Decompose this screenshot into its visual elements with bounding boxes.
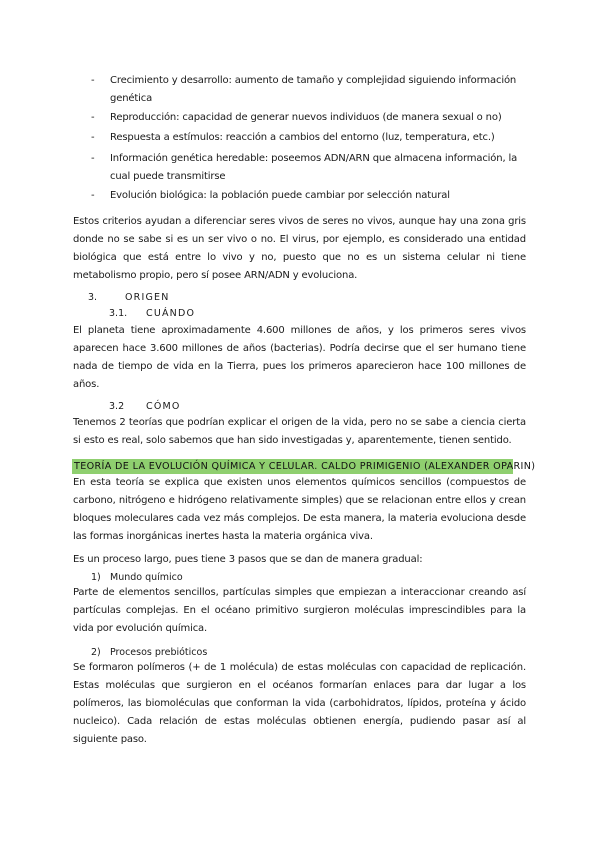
section-number: 3.: [88, 292, 98, 303]
theory-heading-highlight: [72, 459, 536, 474]
step-number: 2): [91, 647, 101, 658]
paragraph-como: Tenemos 2 teorías que podrían explicar el origen de la vida, pero no se sabe a ciencia cierta si esto es real, solo sabemos que han sido investigadas y, aparentemente, tienen sentido.: [73, 417, 526, 446]
subsection-title: CUÁNDO: [146, 308, 196, 319]
list-item-text: Respuesta a estímulos: reacción a cambios del entorno (luz, temperatura, etc.): [110, 132, 495, 143]
bullet-dash: -: [91, 132, 95, 143]
subsection-number: 3.1.: [109, 308, 128, 319]
section-title: ORIGEN: [125, 292, 170, 303]
paragraph-cuando: El planeta tiene aproximadamente 4.600 millones de años, y los primeros seres vivos aparecen hace 3.600 millones de años (bacterias). Podría decirse que el ser humano tiene nada de tiempo de vida en la Tierra, pues los primeros aparecieron hace 100 millones de años.: [73, 325, 526, 390]
bullet-dash: -: [91, 75, 95, 86]
list-item-text: Evolución biológica: la población puede cambiar por selección natural: [110, 190, 450, 201]
paragraph-step2: Se formaron polímeros (+ de 1 molécula) de estas moléculas con capacidad de replicación. Estas moléculas que surgieron en el océanos formarían enlaces para dar lugar a los polímeros, las biomoléculas que conforman la vida (carbohidratos, lípidos, proteína y ácido nucleico). Cada relación de estas moléculas obtienen energía, pudiendo pasar así al siguiente paso.: [73, 662, 526, 745]
paragraph-teoria: En esta teoría se explica que existen unos elementos químicos sencillos (compuestos de carbono, nitrógeno e hidrógeno relativamente simples) que se relacionan entre ellos y crean bloques moleculares cada vez más complejos. De esta manera, la materia evoluciona desde las formas inorgánicas inertes hasta la materia orgánica viva.: [73, 477, 526, 542]
list-item-text: Información genética heredable: poseemos ADN/ARN que almacena información, la cual puede transmitirse: [110, 153, 518, 182]
step-title: Procesos prebióticos: [110, 647, 208, 658]
bullet-dash: -: [91, 153, 95, 164]
subsection-title: CÓMO: [146, 401, 181, 412]
theory-heading: TEORÍA DE LA EVOLUCIÓN QUÍMICA Y CELULAR. CALDO PRIMIGENIO (ALEXANDER OPARIN): [74, 461, 536, 472]
paragraph-step1: Parte de elementos sencillos, partículas simples que empiezan a interaccionar creando así partículas complejas. En el océano primitivo surgieron moléculas imprescindibles para la vida por evolución química.: [73, 587, 526, 634]
step-number: 1): [91, 572, 101, 583]
list-item-text: Crecimiento y desarrollo: aumento de tamaño y complejidad siguiendo información genética: [110, 75, 517, 104]
list-item-text: Reproducción: capacidad de generar nuevos individuos (de manera sexual o no): [110, 112, 502, 123]
step-title: Mundo químico: [110, 572, 183, 583]
paragraph-proceso: Es un proceso largo, pues tiene 3 pasos que se dan de manera gradual:: [73, 554, 423, 565]
subsection-number: 3.2: [109, 401, 125, 412]
bullet-dash: -: [91, 112, 95, 123]
bullet-dash: -: [91, 190, 95, 201]
paragraph-criterios: Estos criterios ayudan a diferenciar seres vivos de seres no vivos, aunque hay una zona gris donde no se sabe si es un ser vivo o no. El virus, por ejemplo, es considerado una entidad biológica que está entre lo vivo y no, puesto que no es un sistema celular ni tiene metabolismo propio, pero sí posee ARN/ADN y evoluciona.: [73, 216, 526, 281]
